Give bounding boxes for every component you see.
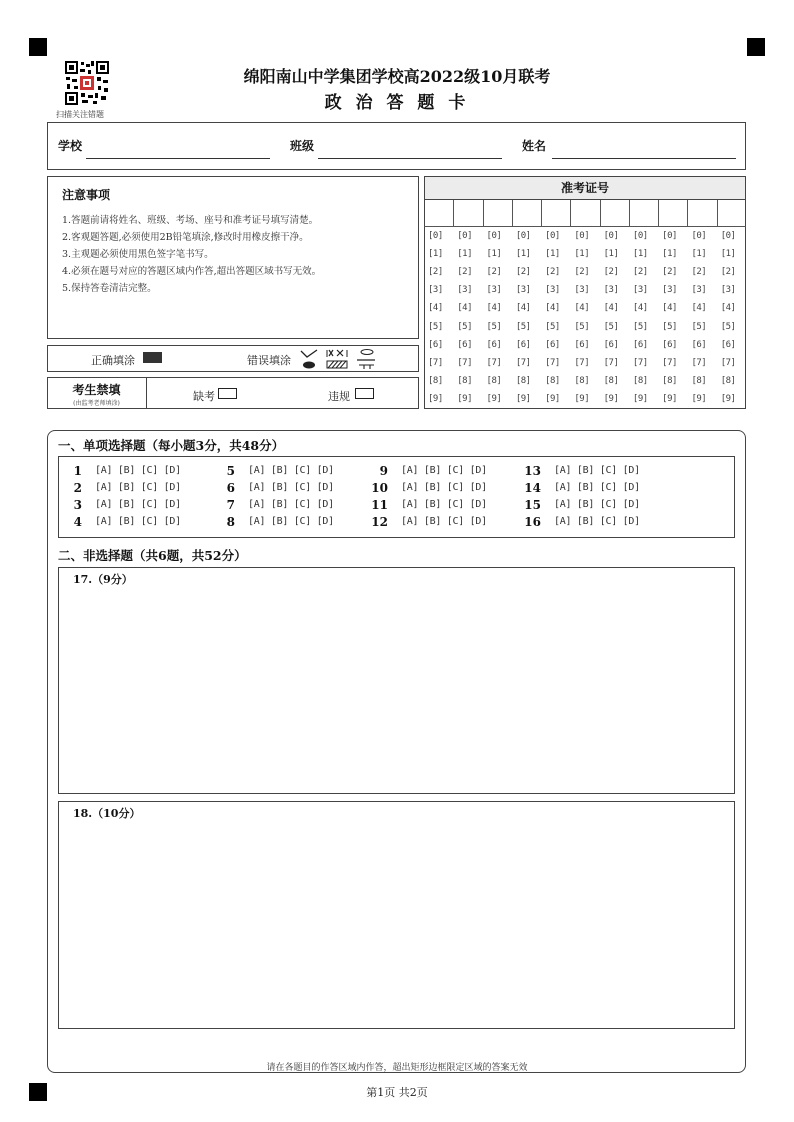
student-number-bubble[interactable]: [5] xyxy=(632,321,648,332)
question-17-label: 17.（9分） xyxy=(73,573,133,586)
student-number-bubble[interactable]: [7] xyxy=(545,357,560,368)
student-number-bubble[interactable]: [7] xyxy=(662,357,677,368)
answer-box-q18[interactable] xyxy=(58,801,735,1029)
student-number-bubble[interactable]: [3] xyxy=(486,285,502,296)
choice-question-number: 11 xyxy=(371,498,388,512)
violation-checkbox[interactable] xyxy=(355,388,374,399)
choice-options[interactable]: [A] [B] [C] [D] xyxy=(95,482,181,493)
footer-note: 请在各题目的作答区域内作答，超出矩形边框限定区域的答案无效 xyxy=(266,1063,528,1073)
student-number-bubble[interactable]: [3] xyxy=(545,285,560,296)
student-number-bubble[interactable]: [9] xyxy=(720,393,736,404)
choice-question-number: 14 xyxy=(524,481,541,495)
student-number-bubble[interactable]: [7] xyxy=(632,357,648,368)
student-number-bubble[interactable]: [4] xyxy=(515,303,531,314)
student-number-bubble[interactable]: [3] xyxy=(632,285,648,296)
answer-box-q17[interactable] xyxy=(58,567,735,794)
student-number-bubble[interactable]: [2] xyxy=(632,267,648,278)
student-number-bubble[interactable]: [5] xyxy=(603,321,619,332)
student-number-bubble[interactable]: [6] xyxy=(545,339,560,350)
student-number-bubble[interactable]: [9] xyxy=(603,393,619,404)
student-number-bubble[interactable]: [8] xyxy=(574,375,590,386)
student-number-write-cell[interactable] xyxy=(541,200,570,226)
choice-question-number: 4 xyxy=(73,515,82,529)
choice-options[interactable]: [A] [B] [C] [D] xyxy=(401,516,487,527)
student-number-bubble[interactable]: [3] xyxy=(574,285,590,296)
student-number-bubble[interactable]: [8] xyxy=(603,375,619,386)
student-number-bubble[interactable]: [9] xyxy=(428,393,443,404)
student-number-bubble[interactable]: [6] xyxy=(486,339,502,350)
choice-question-number: 10 xyxy=(371,481,388,495)
choice-options[interactable]: [A] [B] [C] [D] xyxy=(554,465,640,476)
student-number-bubble[interactable]: [3] xyxy=(720,285,736,296)
alignment-marker-top-right xyxy=(747,38,765,56)
student-number-bubble[interactable]: [0] xyxy=(720,231,736,241)
student-number-write-cell[interactable] xyxy=(424,200,453,226)
notes-title: 注意事项 xyxy=(62,188,111,202)
student-number-bubble[interactable]: [0] xyxy=(691,231,707,241)
student-number-bubble[interactable]: [4] xyxy=(720,303,736,314)
student-number-bubble[interactable]: [8] xyxy=(720,375,736,386)
student-number-bubble[interactable]: [3] xyxy=(515,285,531,296)
student-number-write-cell[interactable] xyxy=(687,200,716,226)
student-number-bubble[interactable]: [4] xyxy=(428,303,443,314)
student-number-bubble[interactable]: [8] xyxy=(428,375,443,386)
student-number-bubble[interactable]: [2] xyxy=(486,267,502,278)
student-number-bubble[interactable]: [5] xyxy=(691,321,707,332)
student-number-bubble[interactable]: [9] xyxy=(632,393,648,404)
forbidden-divider xyxy=(146,377,147,409)
student-number-bubble[interactable]: [9] xyxy=(486,393,502,404)
name-field[interactable] xyxy=(552,158,736,159)
student-number-bubble[interactable]: [9] xyxy=(515,393,531,404)
wrong-fill-label: 错误填涂 xyxy=(247,354,291,367)
student-number-bubble[interactable]: [8] xyxy=(545,375,560,386)
student-number-bubble[interactable]: [2] xyxy=(662,267,677,278)
student-number-write-cell[interactable] xyxy=(453,200,482,226)
student-number-bubble[interactable]: [4] xyxy=(632,303,648,314)
student-number-bubble[interactable]: [8] xyxy=(515,375,531,386)
student-number-bubble[interactable]: [5] xyxy=(545,321,560,332)
student-number-bubble[interactable]: [7] xyxy=(720,357,736,368)
student-number-bubble[interactable]: [6] xyxy=(691,339,707,350)
student-number-bubble[interactable]: [7] xyxy=(515,357,531,368)
school-field[interactable] xyxy=(86,158,270,159)
student-number-bubble[interactable]: [2] xyxy=(574,267,590,278)
student-number-bubble[interactable]: [6] xyxy=(428,339,443,350)
student-number-bubble[interactable]: [6] xyxy=(574,339,590,350)
student-number-write-row xyxy=(424,226,746,227)
student-number-bubble[interactable]: [2] xyxy=(720,267,736,278)
choice-options[interactable]: [A] [B] [C] [D] xyxy=(95,499,181,510)
student-number-bubble[interactable]: [1] xyxy=(691,249,707,260)
student-number-bubble[interactable]: [0] xyxy=(486,231,502,241)
choice-question-number: 2 xyxy=(73,481,82,495)
question-18-label: 18.（10分） xyxy=(73,807,141,820)
name-label: 姓名 xyxy=(522,139,547,153)
choice-options[interactable]: [A] [B] [C] [D] xyxy=(95,516,181,527)
student-number-bubble[interactable]: [2] xyxy=(428,267,443,278)
student-number-bubble[interactable]: [9] xyxy=(457,393,473,404)
student-number-bubble[interactable]: [2] xyxy=(457,267,473,278)
exam-title: 绵阳南山中学集团学校高2022级10月联考 xyxy=(243,67,551,86)
student-number-bubble[interactable]: [8] xyxy=(662,375,677,386)
student-number-bubble[interactable]: [5] xyxy=(720,321,736,332)
forbidden-title: 考生禁填 xyxy=(72,383,121,397)
student-number-title: 准考证号 xyxy=(424,176,746,200)
notes-item: 3.主观题必须使用黑色签字笔书写。 xyxy=(62,249,214,260)
section2-title: 二、非选择题（共6题，共52分） xyxy=(58,548,247,563)
student-number-bubble[interactable]: [7] xyxy=(486,357,502,368)
student-number-bubble[interactable]: [1] xyxy=(662,249,677,260)
student-number-bubble[interactable]: [3] xyxy=(457,285,473,296)
choice-options[interactable]: [A] [B] [C] [D] xyxy=(401,465,487,476)
student-number-bubble[interactable]: [4] xyxy=(545,303,560,314)
student-number-bubble[interactable]: [3] xyxy=(662,285,677,296)
student-number-bubble[interactable]: [4] xyxy=(486,303,502,314)
student-number-bubble[interactable]: [6] xyxy=(720,339,736,350)
page-number: 第1页 共2页 xyxy=(366,1086,428,1099)
student-number-write-cell[interactable] xyxy=(658,200,687,226)
absent-checkbox[interactable] xyxy=(218,388,237,399)
student-number-bubble[interactable]: [2] xyxy=(691,267,707,278)
student-number-bubble[interactable]: [1] xyxy=(486,249,502,260)
student-number-bubble[interactable]: [9] xyxy=(574,393,590,404)
student-number-bubble[interactable]: [4] xyxy=(457,303,473,314)
school-label: 学校 xyxy=(58,139,83,153)
student-number-bubble[interactable]: [7] xyxy=(428,357,443,368)
student-number-bubble[interactable]: [4] xyxy=(691,303,707,314)
student-number-bubble[interactable]: [8] xyxy=(486,375,502,386)
choice-question-number: 5 xyxy=(226,464,235,478)
student-number-bubble[interactable]: [5] xyxy=(662,321,677,332)
student-number-bubble[interactable]: [1] xyxy=(515,249,531,260)
choice-options[interactable]: [A] [B] [C] [D] xyxy=(401,482,487,493)
student-number-bubble[interactable]: [7] xyxy=(457,357,473,368)
student-number-bubble[interactable]: [8] xyxy=(457,375,473,386)
student-number-bubble[interactable]: [0] xyxy=(603,231,619,241)
student-number-bubble[interactable]: [5] xyxy=(574,321,590,332)
class-label: 班级 xyxy=(290,139,315,153)
student-number-bubble[interactable]: [6] xyxy=(603,339,619,350)
choice-question-number: 16 xyxy=(524,515,541,529)
choice-question-number: 15 xyxy=(524,498,541,512)
notes-item: 2.客观题答题,必须使用2B铅笔填涂,修改时用橡皮擦干净。 xyxy=(62,232,309,243)
student-number-bubble[interactable]: [4] xyxy=(603,303,619,314)
student-number-bubble[interactable]: [1] xyxy=(428,249,443,260)
student-number-bubble[interactable]: [6] xyxy=(515,339,531,350)
choice-question-number: 6 xyxy=(226,481,235,495)
student-number-bubble[interactable]: [1] xyxy=(720,249,736,260)
notes-item: 4.必须在题号对应的答题区域内作答,超出答题区域书写无效。 xyxy=(62,266,322,277)
student-number-bubble[interactable]: [6] xyxy=(457,339,473,350)
student-number-bubble[interactable]: [0] xyxy=(574,231,590,241)
violation-label: 违规 xyxy=(328,390,350,403)
student-number-bubble[interactable]: [7] xyxy=(603,357,619,368)
choice-question-number: 12 xyxy=(371,515,388,529)
student-number-bubble[interactable]: [0] xyxy=(662,231,677,241)
student-number-bubble[interactable]: [4] xyxy=(662,303,677,314)
student-number-bubble[interactable]: [5] xyxy=(515,321,531,332)
choice-question-number: 1 xyxy=(73,464,82,478)
choice-options[interactable]: [A] [B] [C] [D] xyxy=(248,465,334,476)
student-number-write-cell[interactable] xyxy=(570,200,599,226)
student-number-bubble[interactable]: [0] xyxy=(632,231,648,241)
choice-question-number: 8 xyxy=(226,515,235,529)
correct-fill-label: 正确填涂 xyxy=(91,354,135,367)
wrong-fill-icon xyxy=(299,348,377,374)
choice-question-number: 7 xyxy=(226,498,235,512)
student-number-bubble[interactable]: [4] xyxy=(574,303,590,314)
choice-options[interactable]: [A] [B] [C] [D] xyxy=(248,499,334,510)
student-number-write-cell[interactable] xyxy=(483,200,512,226)
student-number-bubble[interactable]: [1] xyxy=(545,249,560,260)
section1-title: 一、单项选择题（每小题3分，共48分） xyxy=(58,438,285,453)
forbidden-note: (由监考老师填涂) xyxy=(73,400,120,407)
student-number-bubble[interactable]: [9] xyxy=(691,393,707,404)
student-number-write-cell[interactable] xyxy=(600,200,629,226)
student-number-bubble[interactable]: [5] xyxy=(486,321,502,332)
student-number-write-cell[interactable] xyxy=(512,200,541,226)
choice-options[interactable]: [A] [B] [C] [D] xyxy=(248,482,334,493)
choice-options[interactable]: [A] [B] [C] [D] xyxy=(248,516,334,527)
student-number-bubble[interactable]: [3] xyxy=(603,285,619,296)
correct-fill-icon xyxy=(143,352,162,363)
class-field[interactable] xyxy=(318,158,502,159)
student-number-write-cell[interactable] xyxy=(629,200,658,226)
student-number-bubble[interactable]: [7] xyxy=(574,357,590,368)
absent-label: 缺考 xyxy=(193,390,215,403)
notes-item: 1.答题前请将姓名、班级、考场、座号和准考证号填写清楚。 xyxy=(62,215,319,226)
student-number-bubble[interactable]: [2] xyxy=(545,267,560,278)
sheet-title: 政 治 答 题 卡 xyxy=(324,93,470,113)
choice-question-number: 3 xyxy=(73,498,82,512)
student-number-bubble[interactable]: [0] xyxy=(515,231,531,241)
choice-options[interactable]: [A] [B] [C] [D] xyxy=(554,482,640,493)
choice-question-number: 13 xyxy=(524,464,541,478)
choice-options[interactable]: [A] [B] [C] [D] xyxy=(554,499,640,510)
student-number-bubble[interactable]: [1] xyxy=(632,249,648,260)
choice-question-number: 9 xyxy=(379,464,388,478)
student-number-bubble[interactable]: [2] xyxy=(603,267,619,278)
student-number-bubble[interactable]: [0] xyxy=(428,231,443,241)
student-number-bubble[interactable]: [6] xyxy=(662,339,677,350)
student-number-bubble[interactable]: [5] xyxy=(457,321,473,332)
student-number-bubble[interactable]: [5] xyxy=(428,321,443,332)
student-number-bubble[interactable]: [3] xyxy=(428,285,443,296)
student-number-bubble[interactable]: [3] xyxy=(691,285,707,296)
student-number-bubble[interactable]: [0] xyxy=(545,231,560,241)
notes-item: 5.保持答卷清洁完整。 xyxy=(62,283,157,294)
student-number-bubble[interactable]: [8] xyxy=(632,375,648,386)
student-number-bubble[interactable]: [1] xyxy=(457,249,473,260)
student-number-write-cell[interactable] xyxy=(717,200,746,226)
alignment-marker-top-left xyxy=(29,38,47,56)
student-number-bubble[interactable]: [9] xyxy=(662,393,677,404)
student-number-bubble[interactable]: [1] xyxy=(603,249,619,260)
student-number-bubble[interactable]: [6] xyxy=(632,339,648,350)
qr-caption: 扫描关注错题 xyxy=(56,110,104,119)
choice-options[interactable]: [A] [B] [C] [D] xyxy=(554,516,640,527)
student-number-bubble[interactable]: [9] xyxy=(545,393,560,404)
student-info-box xyxy=(47,122,746,170)
student-number-bubble[interactable]: [0] xyxy=(457,231,473,241)
choice-options[interactable]: [A] [B] [C] [D] xyxy=(95,465,181,476)
student-number-bubble[interactable]: [7] xyxy=(691,357,707,368)
student-number-bubble[interactable]: [1] xyxy=(574,249,590,260)
choice-options[interactable]: [A] [B] [C] [D] xyxy=(401,499,487,510)
student-number-bubble[interactable]: [8] xyxy=(691,375,707,386)
student-number-bubble[interactable]: [2] xyxy=(515,267,531,278)
